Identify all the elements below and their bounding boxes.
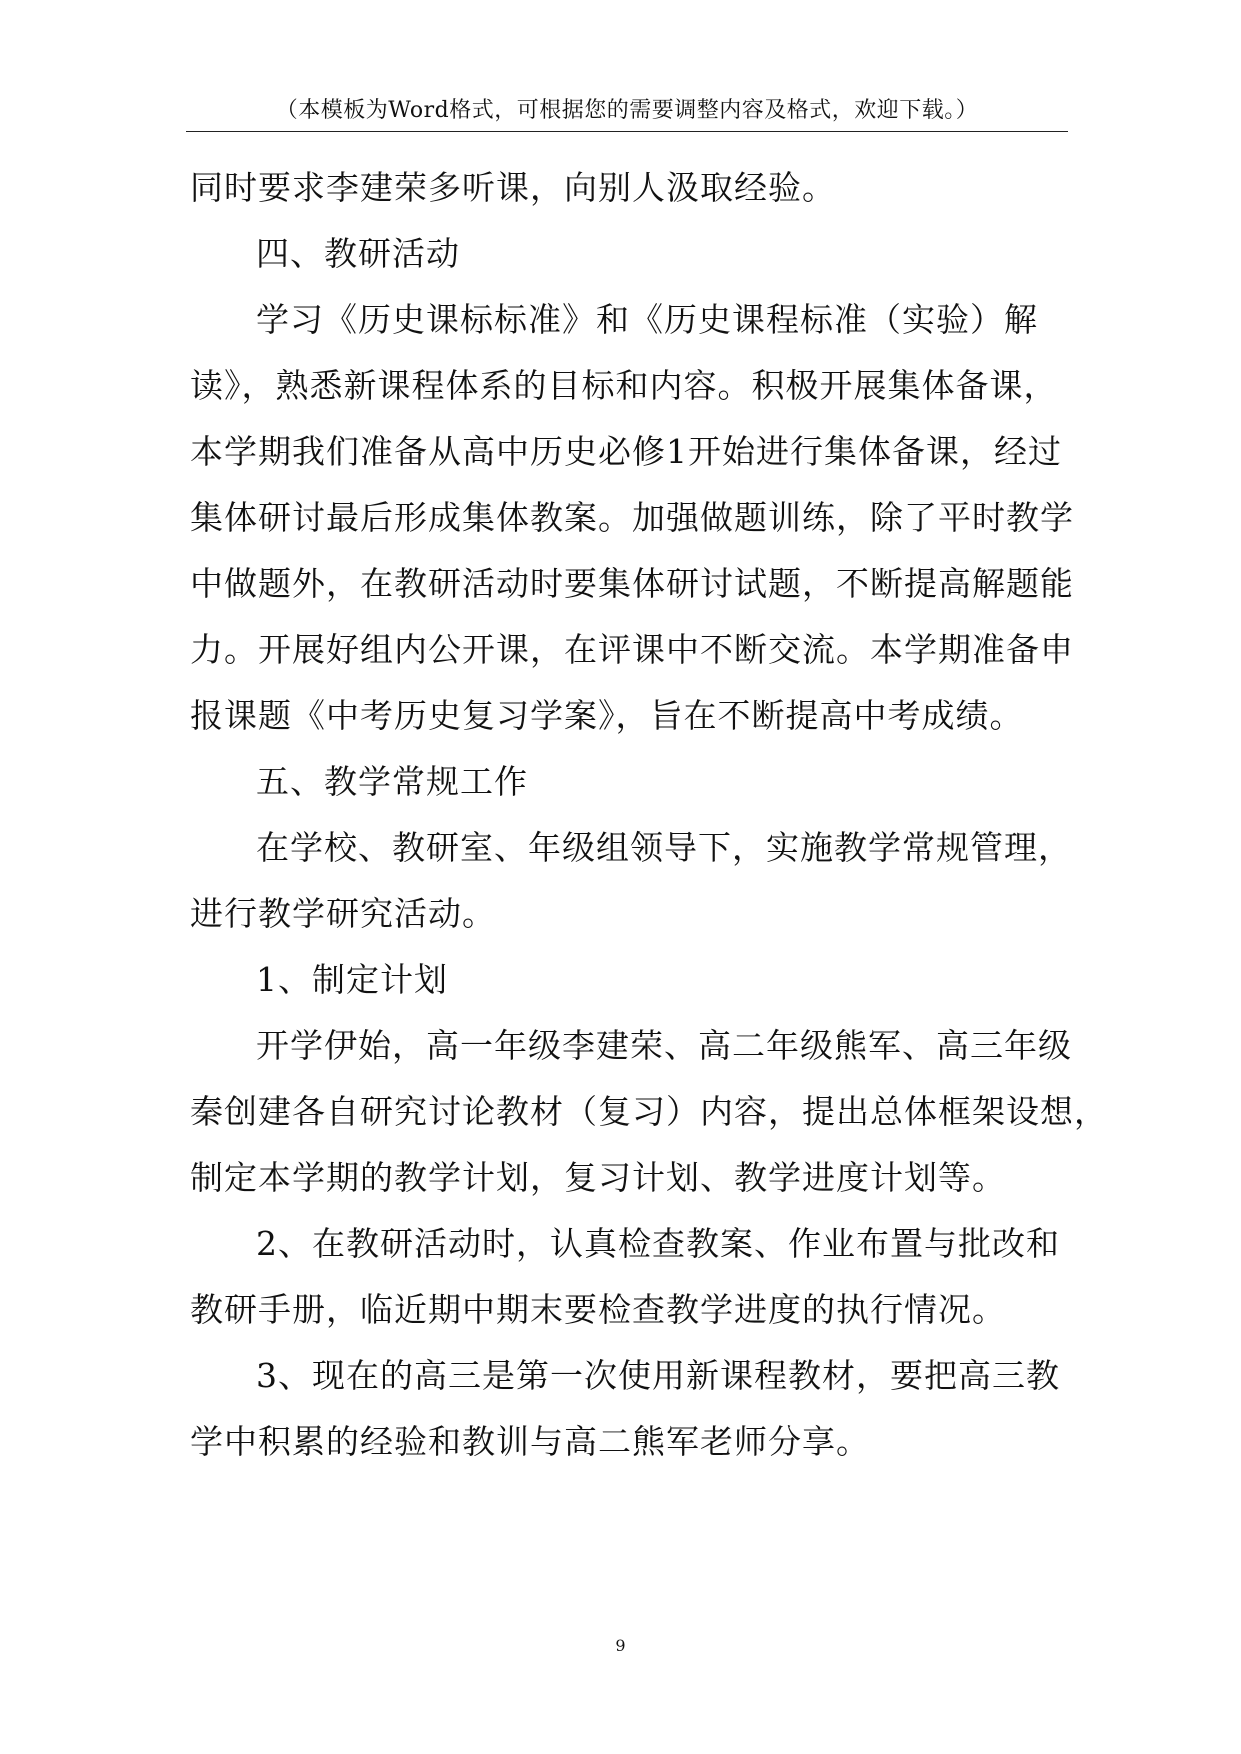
body-line: 集体研讨最后形成集体教案。加强做题训练，除了平时教学 [190, 498, 1074, 537]
body-line: 同时要求李建荣多听课，向别人汲取经验。 [190, 168, 836, 207]
body-line: 学习《历史课标标准》和《历史课程标准（实验）解 [256, 300, 1038, 339]
body-line: 制定本学期的教学计划，复习计划、教学进度计划等。 [190, 1158, 1006, 1197]
body-line: 报课题《中考历史复习学案》，旨在不断提高中考成绩。 [190, 696, 1024, 735]
body-line: 本学期我们准备从高中历史必修1开始进行集体备课，经过 [190, 432, 1062, 471]
page-number: 9 [615, 1636, 626, 1655]
document-body [190, 155, 1108, 1475]
body-line: 在学校、教研室、年级组领导下，实施教学常规管理， [256, 828, 1072, 867]
body-line: 进行教学研究活动。 [190, 894, 496, 933]
body-line: 2、在教研活动时，认真检查教案、作业布置与批改和 [256, 1224, 1060, 1263]
body-line: 读》，熟悉新课程体系的目标和内容。积极开展集体备课， [190, 366, 1058, 405]
header-divider [186, 131, 1068, 132]
section-heading: 四、教研活动 [256, 234, 460, 273]
body-line: 力。开展好组内公开课，在评课中不断交流。本学期准备申 [190, 630, 1074, 669]
body-line: 中做题外，在教研活动时要集体研讨试题，不断提高解题能 [190, 564, 1074, 603]
body-line: 3、现在的高三是第一次使用新课程教材，要把高三教 [256, 1356, 1060, 1395]
subsection-heading: 1、制定计划 [256, 960, 448, 999]
body-line: 学中积累的经验和教训与高二熊军老师分享。 [190, 1422, 870, 1461]
section-heading: 五、教学常规工作 [256, 762, 528, 801]
body-line: 教研手册，临近期中期末要检查教学进度的执行情况。 [190, 1290, 1006, 1329]
body-line: 开学伊始，高一年级李建荣、高二年级熊军、高三年级 [256, 1026, 1072, 1065]
header-note: （本模板为Word格式，可根据您的需要调整内容及格式，欢迎下载。） [275, 98, 979, 123]
body-line: 秦创建各自研究讨论教材（复习）内容，提出总体框架设想， [190, 1092, 1108, 1131]
